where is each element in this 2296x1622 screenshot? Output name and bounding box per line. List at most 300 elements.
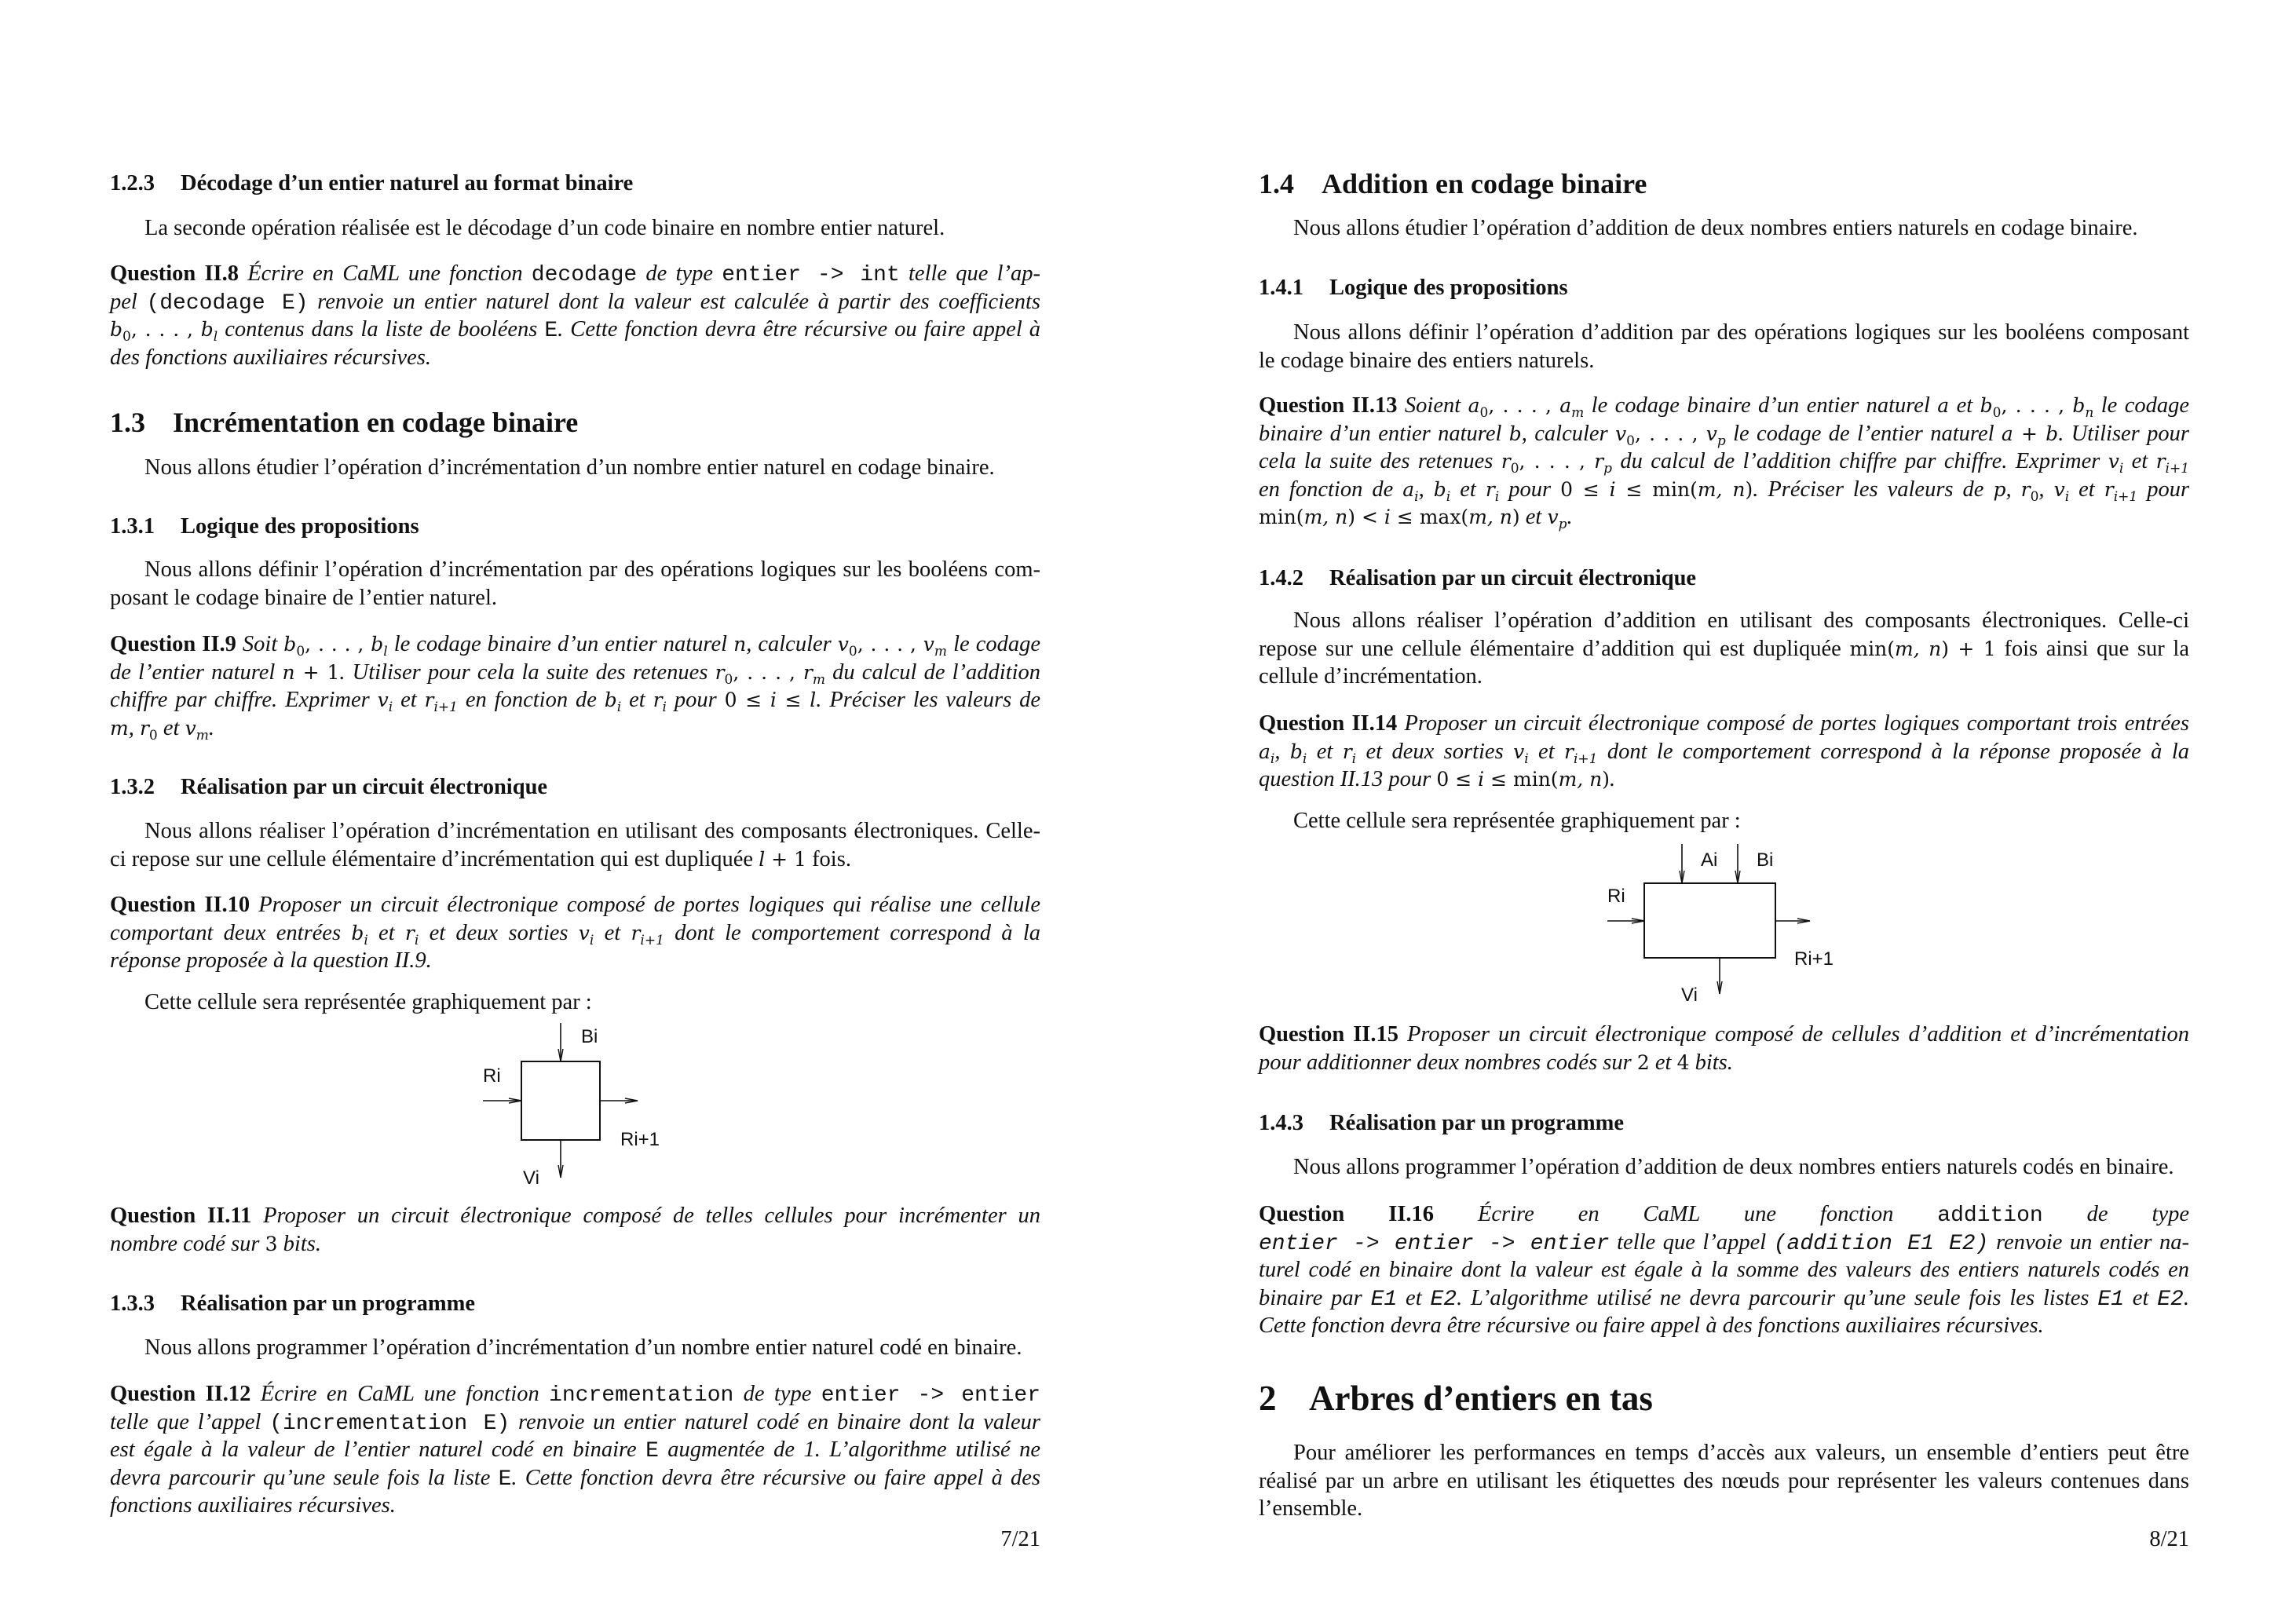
text-segment: , . . . , <box>1635 422 1706 445</box>
text-segment: et <box>1949 393 1980 418</box>
text-segment: r <box>404 921 415 944</box>
text-segment: m, n <box>1697 477 1746 501</box>
paragraph-1-3-3 <box>110 1334 1040 1362</box>
text-segment: binaire d’un entier naturel <box>1259 421 1509 446</box>
text-segment: n <box>733 633 747 656</box>
text-segment: comportant deux entrées <box>110 920 352 945</box>
text-segment: , . . . , <box>130 318 201 342</box>
text-line <box>110 1230 1040 1259</box>
text-segment: i+1 <box>2113 488 2138 505</box>
text-segment: i <box>2119 461 2124 477</box>
text-segment: l <box>383 644 388 659</box>
text-segment: dont le comportement correspond à la <box>664 920 1040 945</box>
text-segment: , <box>2005 477 2021 502</box>
arrow-bi-input <box>558 1023 563 1061</box>
text-line <box>110 556 1040 584</box>
text-segment: Écrire en CaML une fonction <box>1434 1202 1938 1226</box>
text-segment: ≤ max( <box>1390 506 1469 529</box>
text-segment: i <box>1414 488 1419 505</box>
text-segment: contenus dans la liste de booléens <box>218 317 545 342</box>
paragraph-1-3-intro <box>110 454 1040 482</box>
text-segment: Soit <box>236 632 284 656</box>
text-segment: , . . . , <box>857 633 923 656</box>
section-number: 1.3.1 <box>110 514 155 539</box>
text-segment: et <box>1397 1285 1431 1310</box>
text-line <box>110 686 1040 714</box>
text-segment: 4 <box>1676 1050 1690 1074</box>
label-vi: Vi <box>523 1167 539 1189</box>
text-segment: et <box>594 920 631 945</box>
text-segment: a <box>2001 422 2013 445</box>
text-segment: 0 <box>122 329 131 345</box>
text-line <box>110 714 1040 743</box>
arrow-bi-input <box>1735 844 1740 883</box>
text-segment: r <box>2020 477 2031 501</box>
text-segment: renvoie un entier naturel codé en binaire dont la valeur <box>510 1409 1041 1434</box>
text-segment: et <box>367 920 405 945</box>
section-title: Réalisation par un circuit électronique <box>1329 566 1697 590</box>
text-segment: Proposer un circuit électronique composé de telles cellules pour incrémenter un <box>251 1204 1040 1228</box>
text-segment: + <box>2013 422 2046 445</box>
text-segment: 0 ≤ <box>724 689 770 712</box>
text-segment: m <box>934 644 948 659</box>
text-line <box>1259 765 2189 794</box>
question-II-8 <box>110 260 1040 371</box>
text-segment: addition <box>1937 1204 2043 1228</box>
text-segment: 0 ≤ <box>1560 477 1610 501</box>
label-ri-plus-1: Ri+1 <box>1794 948 1834 970</box>
text-segment: 0 <box>2030 488 2039 505</box>
heading-1-3-2 <box>110 773 1040 802</box>
text-line <box>1259 1049 2189 1077</box>
question-II-14 <box>1259 710 2189 794</box>
text-segment: v <box>2053 477 2065 501</box>
text-line <box>110 659 1040 687</box>
text-segment: . Cette fonction devra être récursive ou faire appel à des <box>511 1465 1041 1490</box>
text-segment: Nous allons étudier l’opération d’incrémentation d’un nombre entier naturel en codage binaire. <box>144 455 995 480</box>
question-II-12 <box>110 1380 1040 1520</box>
text-segment: v <box>1615 422 1627 445</box>
text-segment: cellule d’incrémentation. <box>1259 664 1483 689</box>
text-segment: i <box>1609 477 1616 501</box>
arrow-vi-output <box>558 1140 563 1178</box>
text-segment: . Préciser les valeurs de <box>1753 477 1994 502</box>
text-segment: et deux sorties <box>419 920 579 945</box>
text-segment: . Préciser les valeurs de <box>816 688 1041 713</box>
text-segment: b <box>1980 394 1993 417</box>
text-segment: v <box>1706 422 1717 445</box>
section-number: 2 <box>1259 1379 1277 1418</box>
text-line <box>110 1436 1040 1464</box>
text-segment: Soient <box>1397 393 1468 418</box>
text-line <box>110 1334 1040 1362</box>
text-segment: i <box>1351 751 1357 767</box>
text-line <box>1259 1256 2189 1284</box>
section-title: Arbres d’entiers en tas <box>1309 1379 1653 1418</box>
text-segment: 0 <box>1479 405 1489 421</box>
text-segment: a <box>1937 394 1950 417</box>
text-segment: repose sur une cellule élémentaire d’addition qui est dupliquée <box>1259 636 1850 661</box>
text-line <box>1259 607 2189 635</box>
text-segment: E2 <box>2157 1287 2184 1312</box>
text-segment: 2 <box>1636 1050 1650 1074</box>
text-segment: i+1 <box>640 932 664 948</box>
text-segment: le codage de l’entier naturel <box>1725 421 2002 446</box>
text-segment: (decodage E) <box>146 290 309 316</box>
text-segment: et <box>2123 1285 2158 1310</box>
heading-1-4-3 <box>1259 1109 2189 1138</box>
paragraph-1-3-2 <box>110 817 1040 873</box>
paragraph-1-3-1 <box>110 556 1040 612</box>
text-segment: b <box>283 633 297 656</box>
addition-cell-diagram <box>1602 836 1853 1009</box>
text-segment: le codage binaire des entiers naturels. <box>1259 348 1595 373</box>
text-segment: . <box>208 715 214 740</box>
text-segment: a <box>1259 740 1270 763</box>
text-segment: i <box>1270 751 1275 767</box>
text-segment: , <box>2038 477 2054 502</box>
text-segment: b <box>110 318 123 342</box>
text-segment: p <box>1993 477 2006 501</box>
text-segment: a <box>1402 477 1415 501</box>
text-segment: de type <box>637 261 722 286</box>
heading-2 <box>1259 1377 2189 1419</box>
text-line <box>110 454 1040 482</box>
text-segment: en fonction de <box>1259 477 1403 502</box>
section-number: 1.4.1 <box>1259 276 1303 300</box>
text-segment: 0 <box>148 727 158 743</box>
paragraph-cellule-intro <box>110 988 1040 1017</box>
text-segment: r <box>2155 450 2166 473</box>
text-line <box>110 316 1040 344</box>
text-segment: i <box>616 700 622 716</box>
text-segment: i <box>662 700 667 716</box>
text-segment: réponse proposée à la question II.9. <box>110 948 432 974</box>
text-segment: Cette fonction devra être récursive ou faire appel à des fonctions auxiliaires récursives. <box>1259 1313 2044 1339</box>
text-segment: , <box>1274 739 1290 764</box>
text-segment: fonctions auxiliaires récursives. <box>110 1493 396 1518</box>
text-segment: ) < <box>1347 506 1384 529</box>
question-II-10 <box>110 891 1040 975</box>
page-number: 8/21 <box>2149 1527 2189 1551</box>
section-title: Réalisation par un programme <box>1329 1111 1624 1135</box>
text-segment: , . . . , <box>1519 450 1595 473</box>
text-line <box>1259 319 2189 347</box>
text-line <box>1259 635 2189 663</box>
text-segment: v <box>578 921 590 944</box>
text-segment: p <box>1558 517 1567 533</box>
text-segment: ci repose sur une cellule élémentaire d’incrémentation qui est dupliquée <box>110 846 759 871</box>
paragraph-1-4-3 <box>1259 1153 2189 1182</box>
paragraph-1-4-intro <box>1259 214 2189 243</box>
text-segment: b <box>2072 394 2086 417</box>
section-title: Décodage d’un entier naturel au format binaire <box>181 171 634 195</box>
text-segment: min( <box>1259 506 1304 529</box>
text-segment: et <box>1519 505 1548 530</box>
text-line <box>1259 448 2189 476</box>
text-segment: 0 ≤ <box>1436 768 1479 791</box>
question-II-16 <box>1259 1200 2189 1340</box>
text-line <box>110 630 1040 659</box>
text-segment: 0 <box>848 644 857 659</box>
text-line <box>1259 420 2189 448</box>
text-segment: b <box>1508 422 1522 445</box>
text-segment: b <box>200 318 214 342</box>
text-line <box>1259 663 2189 691</box>
heading-1-2-3 <box>110 170 1040 198</box>
text-segment: bits. <box>277 1231 321 1256</box>
text-segment: r <box>715 660 725 684</box>
text-segment: Proposer un circuit électronique composé de portes logiques comportant trois entrées <box>1397 711 2190 736</box>
text-line <box>1259 1312 2189 1340</box>
text-segment: (addition E1 E2) <box>1773 1231 1989 1256</box>
text-segment: i <box>1302 751 1307 767</box>
text-segment: r <box>803 660 813 684</box>
text-segment: . L’algorithme utilisé ne devra parcourir qu’une seule fois les listes <box>1457 1285 2098 1310</box>
text-line <box>110 947 1040 975</box>
text-segment: Nous allons définir l’opération d’addition par des opérations logiques sur les booléens composant <box>1293 320 2189 345</box>
text-line <box>1259 738 2189 766</box>
text-segment: et <box>157 715 185 740</box>
arrow-ri1-output <box>600 1098 638 1103</box>
section-title: Réalisation par un circuit électronique <box>181 775 548 799</box>
text-segment: E <box>645 1439 659 1464</box>
text-segment: m <box>1571 405 1585 421</box>
text-segment: , calculer <box>746 632 838 656</box>
text-segment: r <box>139 716 149 740</box>
text-segment: et <box>1649 1050 1677 1075</box>
text-segment: n <box>282 660 295 684</box>
question-label: Question II.8 <box>110 261 239 286</box>
section-title: Logique des propositions <box>181 514 419 539</box>
text-segment: et <box>1450 477 1486 502</box>
text-segment: p <box>1603 461 1612 477</box>
text-segment: b <box>2046 422 2059 445</box>
paragraph-cellule-intro <box>1259 807 2189 835</box>
paragraph-decodage-intro <box>110 214 1040 243</box>
text-segment: ) <box>1602 768 1610 791</box>
text-segment: Écrire en CaML une fonction <box>250 1382 550 1406</box>
text-segment: i <box>1384 506 1391 529</box>
text-segment: est égale à la valeur de l’entier naturel codé en binaire <box>110 1438 646 1463</box>
question-II-11 <box>110 1202 1040 1258</box>
text-segment: le codage binaire d’un entier naturel <box>387 632 734 656</box>
text-segment: ≤ min( <box>1615 477 1698 501</box>
text-segment: m, n <box>1895 637 1942 660</box>
text-segment: r <box>424 689 434 712</box>
heading-1-4-2 <box>1259 564 2189 593</box>
question-label: Question II.15 <box>1259 1022 1399 1047</box>
text-segment: Nous allons programmer l’opération d’incrémentation d’un nombre entier naturel codé en binaire. <box>144 1335 1022 1360</box>
text-segment: 0 <box>1992 405 2002 421</box>
text-segment: m, n <box>1558 768 1603 791</box>
text-segment: l <box>810 689 817 712</box>
text-segment: renvoie un entier naturel dont la valeur est calculée à partir des coefficients <box>308 289 1040 314</box>
text-segment: fois ainsi que sur la <box>1995 636 2189 661</box>
page-8 <box>1148 0 2296 1622</box>
text-line <box>1259 392 2189 420</box>
text-line <box>110 891 1040 919</box>
text-segment: , <box>128 715 140 740</box>
text-segment: de type <box>2042 1202 2189 1226</box>
text-line <box>110 1408 1040 1437</box>
text-segment: augmentée de 1. L’algorithme utilisé ne <box>658 1438 1040 1463</box>
text-segment: telle que l’appel <box>110 1409 270 1434</box>
paragraph-2-intro <box>1259 1439 2189 1523</box>
text-segment: v <box>1547 506 1559 529</box>
text-segment: 3 <box>265 1232 278 1255</box>
text-line <box>1259 1467 2189 1496</box>
text-line <box>110 919 1040 948</box>
text-segment: l <box>759 847 766 871</box>
text-segment: E2 <box>1430 1287 1457 1312</box>
question-label: Question II.12 <box>110 1382 251 1406</box>
text-segment: Nous allons définir l’opération d’incrémentation par des opérations logiques sur les booléens com- <box>144 557 1040 582</box>
text-segment: . <box>2183 1285 2189 1310</box>
question-label: Question II.11 <box>110 1204 252 1228</box>
text-segment: le codage <box>947 632 1040 656</box>
page-number: 7/21 <box>1000 1527 1040 1551</box>
text-segment: . Utiliser pour cela la suite des retenues <box>339 659 715 685</box>
text-segment: . <box>1567 505 1573 530</box>
text-segment: ) + 1 <box>1941 637 1996 660</box>
text-line <box>110 1492 1040 1520</box>
text-segment: b <box>1289 740 1303 763</box>
text-segment: . Cette fonction devra être récursive ou faire appel à <box>558 317 1040 342</box>
text-segment: ≤ min( <box>1484 768 1559 791</box>
label-ri-plus-1: Ri+1 <box>620 1129 660 1150</box>
section-number: 1.3.2 <box>110 775 155 799</box>
text-line <box>110 1202 1040 1230</box>
text-segment: pel <box>110 289 147 314</box>
text-line <box>1259 807 2189 835</box>
text-segment: dont le comportement correspond à la réponse proposée à la <box>1597 739 2189 764</box>
text-segment: La seconde opération réalisée est le décodage d’un code binaire en nombre entier naturel. <box>144 216 945 240</box>
label-ai: Ai <box>1701 849 1718 871</box>
label-ri: Ri <box>1607 886 1625 907</box>
text-segment: r <box>2104 477 2114 501</box>
text-line <box>110 988 1040 1017</box>
text-segment: m <box>812 671 825 688</box>
text-segment: et <box>2123 449 2156 474</box>
text-line <box>1259 1284 2189 1313</box>
text-line <box>1259 1229 2189 1257</box>
text-segment: a <box>1468 394 1480 417</box>
text-segment: ) <box>1512 506 1520 529</box>
heading-1-4 <box>1259 166 2189 201</box>
text-segment: i <box>2064 488 2070 505</box>
text-line <box>110 344 1040 372</box>
text-segment: Nous allons programmer l’opération d’addition de deux nombres entiers naturels codés en binaire. <box>1293 1155 2174 1179</box>
paragraph-1-4-2 <box>1259 607 2189 691</box>
text-segment: decodage <box>531 263 638 287</box>
text-segment: r <box>1485 477 1495 501</box>
text-segment: du calcul de l’addition chiffre par chiffre. Exprimer <box>1612 449 2108 474</box>
cell-box <box>521 1061 600 1140</box>
text-segment: i <box>388 700 393 716</box>
text-segment: , calculer <box>1521 421 1616 446</box>
section-title: Réalisation par un programme <box>181 1291 475 1316</box>
text-segment: i <box>1494 488 1500 505</box>
text-segment: E1 <box>1370 1287 1398 1312</box>
section-title: Incrémentation en codage binaire <box>173 407 579 438</box>
section-number: 1.4 <box>1259 168 1294 199</box>
text-segment: i+1 <box>1573 751 1598 767</box>
text-segment: posant le codage binaire de l’entier naturel. <box>110 585 497 610</box>
text-segment: telle que l’ap- <box>899 261 1041 286</box>
text-segment: ) <box>1745 477 1753 501</box>
text-segment: Cette cellule sera représentée graphiquement par : <box>144 990 592 1014</box>
text-segment: du calcul de l’addition <box>825 659 1041 685</box>
text-segment: entier -> int <box>722 263 900 287</box>
heading-1-4-1 <box>1259 274 2189 302</box>
text-segment: et <box>2069 477 2104 502</box>
question-label: Question II.16 <box>1259 1202 1435 1226</box>
text-segment: le codage <box>2093 393 2190 418</box>
text-segment: , . . . , <box>733 660 803 684</box>
arrow-ri-input <box>483 1098 521 1103</box>
text-segment: + 1 <box>294 660 340 684</box>
text-line <box>1259 710 2189 738</box>
text-segment: fois. <box>806 846 851 871</box>
text-segment: n <box>2085 405 2094 421</box>
text-segment: r <box>653 689 663 712</box>
increment-cell-diagram <box>471 1017 660 1189</box>
text-segment: incrementation <box>549 1383 734 1408</box>
text-segment: turel codé en binaire dont la valeur est égale à la somme des valeurs des entiers naturels codés en <box>1259 1258 2189 1283</box>
text-segment: min( <box>1849 637 1896 660</box>
text-segment: b <box>1433 477 1446 501</box>
text-segment: Proposer un circuit électronique composé de cellules d’addition et d’incrémentation <box>1398 1022 2190 1047</box>
question-II-9 <box>110 630 1040 742</box>
text-segment: et <box>1307 739 1343 764</box>
text-segment: m, n <box>1468 506 1512 529</box>
text-line <box>1259 1439 2189 1467</box>
text-segment: i+1 <box>2165 461 2190 477</box>
text-segment: 0 <box>1510 461 1519 477</box>
text-segment: telle que l’appel <box>1609 1229 1774 1255</box>
label-ri: Ri <box>483 1065 501 1087</box>
label-bi: Bi <box>581 1026 598 1047</box>
text-segment: m <box>196 727 209 743</box>
text-line <box>110 1464 1040 1492</box>
text-segment: i <box>1478 768 1485 791</box>
text-segment: (incrementation E) <box>269 1411 510 1436</box>
text-segment: chiffre par chiffre. Exprimer <box>110 688 378 713</box>
text-segment: entier -> entier -> entier <box>1259 1231 1610 1256</box>
question-label: Question II.9 <box>110 632 236 656</box>
text-segment: i <box>364 932 368 948</box>
text-segment: r <box>1564 740 1574 763</box>
text-segment: question II.13 pour <box>1259 767 1437 792</box>
text-line <box>110 846 1040 874</box>
text-segment: r <box>1342 740 1352 763</box>
text-line <box>1259 1153 2189 1182</box>
text-segment: 0 <box>1626 433 1635 449</box>
text-segment: et <box>1528 739 1565 764</box>
text-segment: Proposer un circuit électronique composé de portes logiques qui réalise une cellule <box>250 893 1040 917</box>
text-line <box>110 1380 1040 1408</box>
text-segment: r <box>1501 450 1511 473</box>
text-segment: nombre codé sur <box>110 1231 265 1256</box>
text-line <box>110 817 1040 846</box>
text-segment: r <box>631 921 641 944</box>
text-line <box>110 288 1040 316</box>
arrow-ri1-output <box>1775 919 1810 923</box>
text-segment: en fonction de <box>457 688 605 713</box>
text-line <box>110 260 1040 288</box>
section-title: Addition en codage binaire <box>1322 168 1647 199</box>
